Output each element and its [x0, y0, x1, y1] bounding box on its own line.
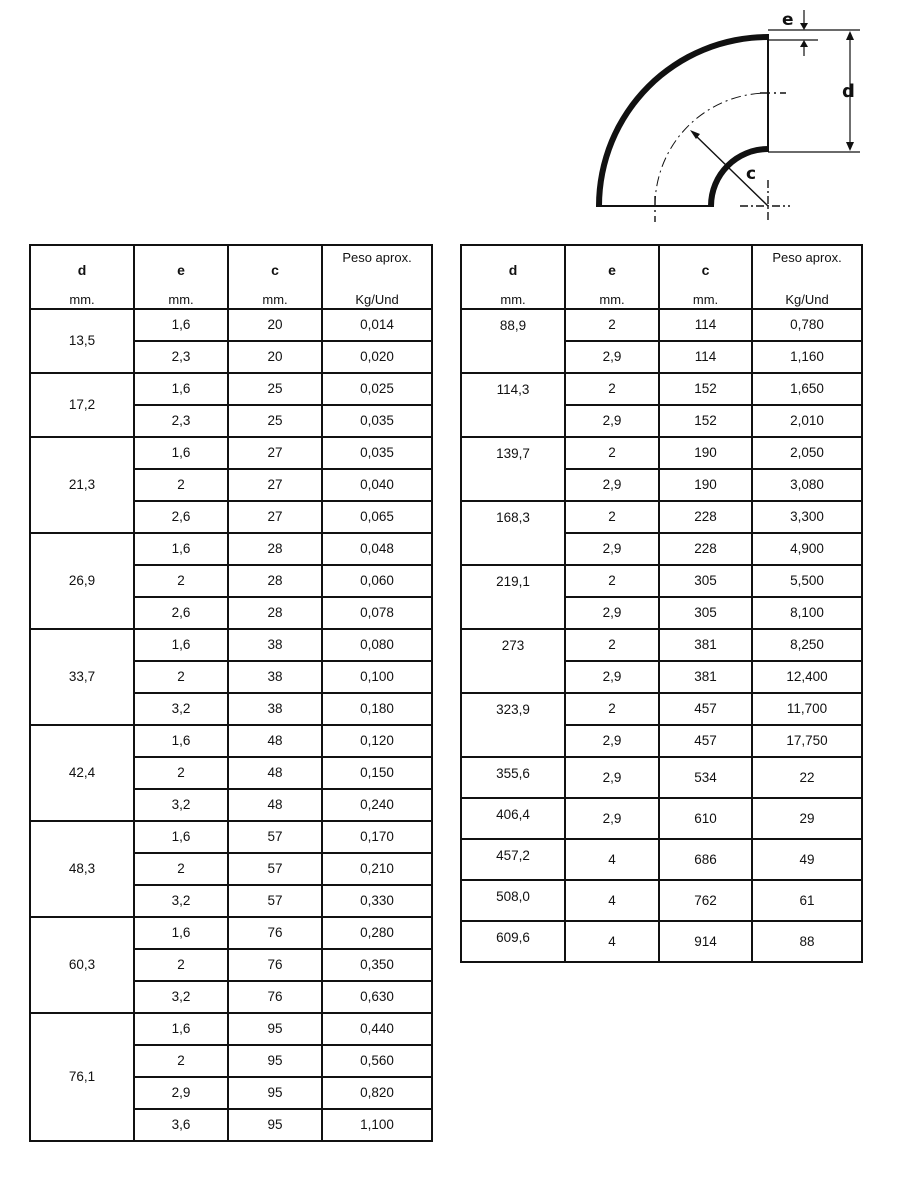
table-row: [30, 917, 432, 949]
header-row: [461, 245, 862, 309]
e-cell: 2,9: [565, 661, 659, 693]
weight-cell: 3,080: [752, 469, 862, 501]
e-cell: 1,6: [134, 1013, 228, 1045]
c-cell: 190: [659, 437, 752, 469]
table-row: [30, 309, 432, 341]
header-d-label: d: [77, 262, 87, 278]
d-cell: 88,9: [461, 309, 565, 373]
e-cell: 2,9: [565, 469, 659, 501]
e-cell: 2,3: [134, 341, 228, 373]
d-cell: 114,3: [461, 373, 565, 437]
header-c-unit: mm.: [262, 292, 288, 307]
c-cell: 57: [228, 821, 322, 853]
d-cell: 48,3: [30, 821, 134, 917]
weight-cell: 0,025: [322, 373, 432, 405]
weight-cell: 17,750: [752, 725, 862, 757]
c-cell: 114: [659, 309, 752, 341]
e-cell: 2,6: [134, 597, 228, 629]
e-cell: 2,9: [565, 597, 659, 629]
header-weight-label: Peso aprox.: [772, 250, 842, 265]
e-cell: 2: [134, 853, 228, 885]
e-cell: 2: [565, 565, 659, 597]
d-cell: 60,3: [30, 917, 134, 1013]
weight-cell: 0,020: [322, 341, 432, 373]
weight-cell: 1,100: [322, 1109, 432, 1141]
weight-cell: 0,210: [322, 853, 432, 885]
weight-cell: 88: [752, 921, 862, 962]
table-row: [30, 1013, 432, 1045]
weight-cell: 0,120: [322, 725, 432, 757]
weight-cell: 0,280: [322, 917, 432, 949]
weight-cell: 0,780: [752, 309, 862, 341]
table-row: [30, 629, 432, 661]
d-cell: 42,4: [30, 725, 134, 821]
weight-cell: 0,080: [322, 629, 432, 661]
e-cell: 3,2: [134, 693, 228, 725]
table-row: [461, 921, 862, 962]
d-cell: 323,9: [461, 693, 565, 757]
c-cell: 610: [659, 798, 752, 839]
c-cell: 152: [659, 373, 752, 405]
c-cell: 57: [228, 885, 322, 917]
c-cell: 228: [659, 501, 752, 533]
header-weight-unit: Kg/Und: [785, 292, 829, 307]
c-cell: 25: [228, 373, 322, 405]
c-cell: 762: [659, 880, 752, 921]
weight-cell: 0,035: [322, 437, 432, 469]
header-d: [461, 245, 565, 309]
c-cell: 76: [228, 981, 322, 1013]
weight-cell: 8,100: [752, 597, 862, 629]
weight-cell: 49: [752, 839, 862, 880]
weight-cell: 0,078: [322, 597, 432, 629]
weight-cell: 0,630: [322, 981, 432, 1013]
c-cell: 20: [228, 341, 322, 373]
e-cell: 3,2: [134, 981, 228, 1013]
d-cell: 26,9: [30, 533, 134, 629]
c-cell: 20: [228, 309, 322, 341]
table-row: [461, 437, 862, 469]
c-cell: 381: [659, 629, 752, 661]
e-cell: 3,6: [134, 1109, 228, 1141]
e-cell: 2: [565, 629, 659, 661]
c-cell: 48: [228, 789, 322, 821]
c-cell: 190: [659, 469, 752, 501]
label-d: d: [842, 81, 855, 102]
c-cell: 95: [228, 1109, 322, 1141]
e-cell: 2: [565, 501, 659, 533]
e-cell: 3,2: [134, 885, 228, 917]
d-cell: 76,1: [30, 1013, 134, 1141]
c-cell: 381: [659, 661, 752, 693]
c-cell: 534: [659, 757, 752, 798]
header-e-unit: mm.: [168, 292, 194, 307]
d-cell: 406,4: [461, 798, 565, 839]
header-weight-label: Peso aprox.: [342, 250, 412, 265]
e-cell: 4: [565, 880, 659, 921]
table-row: [30, 821, 432, 853]
e-cell: 2: [134, 757, 228, 789]
c-cell: 28: [228, 597, 322, 629]
e-cell: 2: [565, 693, 659, 725]
d-cell: 17,2: [30, 373, 134, 437]
header-d-label: d: [508, 262, 518, 278]
e-cell: 2,9: [565, 798, 659, 839]
e-cell: 2,9: [565, 757, 659, 798]
header-c-label: c: [271, 262, 279, 278]
c-cell: 48: [228, 725, 322, 757]
weight-cell: 12,400: [752, 661, 862, 693]
c-cell: 27: [228, 437, 322, 469]
e-cell: 2: [134, 949, 228, 981]
weight-cell: 0,180: [322, 693, 432, 725]
weight-cell: 0,014: [322, 309, 432, 341]
c-cell: 48: [228, 757, 322, 789]
e-cell: 2: [134, 1045, 228, 1077]
table-row: [461, 373, 862, 405]
header-e-label: e: [608, 262, 616, 278]
c-cell: 38: [228, 629, 322, 661]
header-row: [30, 245, 432, 309]
d-cell: 457,2: [461, 839, 565, 880]
header-d-unit: mm.: [500, 292, 526, 307]
c-cell: 914: [659, 921, 752, 962]
label-c: c: [746, 164, 757, 184]
e-cell: 2,9: [565, 725, 659, 757]
e-cell: 2,9: [565, 341, 659, 373]
elbow-spec-table-right: [460, 244, 863, 963]
table-row: [461, 880, 862, 921]
table-row: [30, 437, 432, 469]
c-cell: 25: [228, 405, 322, 437]
header-e-unit: mm.: [599, 292, 625, 307]
table-row: [30, 373, 432, 405]
header-e: [565, 245, 659, 309]
weight-cell: 29: [752, 798, 862, 839]
weight-cell: 3,300: [752, 501, 862, 533]
weight-cell: 4,900: [752, 533, 862, 565]
c-cell: 152: [659, 405, 752, 437]
table-row: [461, 839, 862, 880]
table-row: [461, 565, 862, 597]
e-cell: 2: [565, 437, 659, 469]
d-cell: 508,0: [461, 880, 565, 921]
weight-cell: 0,240: [322, 789, 432, 821]
header-weight: [752, 245, 862, 309]
label-e: e: [782, 10, 794, 30]
header-e-label: e: [177, 262, 185, 278]
weight-cell: 61: [752, 880, 862, 921]
c-cell: 28: [228, 565, 322, 597]
header-weight-unit: Kg/Und: [355, 292, 399, 307]
table-row: [461, 798, 862, 839]
d-cell: 219,1: [461, 565, 565, 629]
header-c-label: c: [701, 262, 710, 278]
e-cell: 1,6: [134, 373, 228, 405]
weight-cell: 0,150: [322, 757, 432, 789]
weight-cell: 0,040: [322, 469, 432, 501]
header-d-unit: mm.: [69, 292, 95, 307]
weight-cell: 0,350: [322, 949, 432, 981]
e-cell: 2: [565, 373, 659, 405]
table-row: [461, 309, 862, 341]
table-row: [30, 533, 432, 565]
c-cell: 38: [228, 693, 322, 725]
c-cell: 457: [659, 725, 752, 757]
e-cell: 2,3: [134, 405, 228, 437]
weight-cell: 22: [752, 757, 862, 798]
table-row: [461, 757, 862, 798]
d-cell: 21,3: [30, 437, 134, 533]
header-d: [30, 245, 134, 309]
d-cell: 13,5: [30, 309, 134, 373]
header-e: [134, 245, 228, 309]
weight-cell: 1,160: [752, 341, 862, 373]
e-cell: 4: [565, 921, 659, 962]
weight-cell: 0,100: [322, 661, 432, 693]
e-cell: 2: [565, 309, 659, 341]
e-cell: 1,6: [134, 437, 228, 469]
weight-cell: 0,035: [322, 405, 432, 437]
c-cell: 305: [659, 597, 752, 629]
c-cell: 76: [228, 917, 322, 949]
d-cell: 355,6: [461, 757, 565, 798]
e-cell: 2,9: [134, 1077, 228, 1109]
weight-cell: 0,560: [322, 1045, 432, 1077]
e-cell: 2,9: [565, 533, 659, 565]
weight-cell: 1,650: [752, 373, 862, 405]
e-cell: 2: [134, 661, 228, 693]
e-cell: 1,6: [134, 629, 228, 661]
e-cell: 2: [134, 469, 228, 501]
e-cell: 4: [565, 839, 659, 880]
weight-cell: 0,170: [322, 821, 432, 853]
c-cell: 57: [228, 853, 322, 885]
c-cell: 27: [228, 469, 322, 501]
header-c: [228, 245, 322, 309]
weight-cell: 0,060: [322, 565, 432, 597]
d-cell: 33,7: [30, 629, 134, 725]
weight-cell: 0,440: [322, 1013, 432, 1045]
weight-cell: 0,330: [322, 885, 432, 917]
d-cell: 168,3: [461, 501, 565, 565]
elbow-diagram: [570, 5, 905, 230]
d-cell: 273: [461, 629, 565, 693]
c-cell: 95: [228, 1045, 322, 1077]
c-cell: 686: [659, 839, 752, 880]
weight-cell: 0,820: [322, 1077, 432, 1109]
e-cell: 2: [134, 565, 228, 597]
table-row: [461, 693, 862, 725]
e-cell: 1,6: [134, 821, 228, 853]
weight-cell: 8,250: [752, 629, 862, 661]
e-cell: 1,6: [134, 725, 228, 757]
weight-cell: 2,010: [752, 405, 862, 437]
weight-cell: 0,048: [322, 533, 432, 565]
c-cell: 28: [228, 533, 322, 565]
d-cell: 609,6: [461, 921, 565, 962]
table-row: [30, 725, 432, 757]
c-cell: 95: [228, 1013, 322, 1045]
weight-cell: 11,700: [752, 693, 862, 725]
c-cell: 305: [659, 565, 752, 597]
radius-c-arrow: [690, 130, 768, 206]
d-cell: 139,7: [461, 437, 565, 501]
c-cell: 457: [659, 693, 752, 725]
e-cell: 2,6: [134, 501, 228, 533]
header-c-unit: mm.: [692, 292, 719, 307]
weight-cell: 5,500: [752, 565, 862, 597]
c-cell: 76: [228, 949, 322, 981]
elbow-spec-table-left: [29, 244, 433, 1142]
header-c: [659, 245, 752, 309]
c-cell: 38: [228, 661, 322, 693]
c-cell: 27: [228, 501, 322, 533]
header-weight: [322, 245, 432, 309]
weight-cell: 2,050: [752, 437, 862, 469]
c-cell: 228: [659, 533, 752, 565]
table-row: [461, 501, 862, 533]
e-cell: 1,6: [134, 533, 228, 565]
e-cell: 3,2: [134, 789, 228, 821]
e-cell: 2,9: [565, 405, 659, 437]
c-cell: 114: [659, 341, 752, 373]
c-cell: 95: [228, 1077, 322, 1109]
e-cell: 1,6: [134, 917, 228, 949]
table-row: [461, 629, 862, 661]
weight-cell: 0,065: [322, 501, 432, 533]
e-cell: 1,6: [134, 309, 228, 341]
